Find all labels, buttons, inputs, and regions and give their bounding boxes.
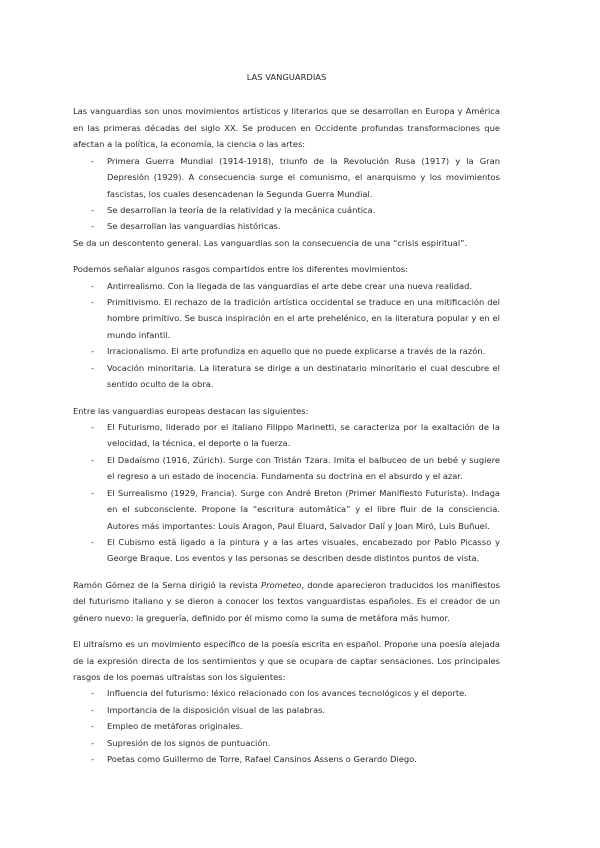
list-item: - Supresión de los signos de puntuación. [73,735,500,751]
list-item: - El Dadaísmo (1916, Zúrich). Surge con Tristán Tzara. Imita el balbuceo de un bebé y sugiere el regreso a un estado de inocencia. Fundamenta su doctrina en el absurdo y el azar. [73,452,500,485]
gomez-text-after: , donde aparecieron traducidos los manifiestos del futurismo italiano y se dieron a conocer los textos vanguardistas españoles. Es el creador de un género nuevo: la greguería, definido por él mismo como la suma de metáfora más humor. [73,579,500,623]
gomez-text-before: Ramón Gómez de la Serna dirigió la revista [73,579,262,590]
list-item: - Empleo de metáforas originales. [73,718,500,734]
list-item: - Primera Guerra Mundial (1914-1918), triunfo de la Revolución Rusa (1917) y la Gran Depresión (1929). A consecuencia surge el comunismo, el anarquismo y los movimientos fascistas, los cuales desencadenan la Segunda Guerra Mundial. [73,153,500,202]
intro-paragraph: Las vanguardias son unos movimientos artísticos y literarios que se desarrollan en Europa y América en las primeras décadas del siglo XX. Se producen en Occidente profundas transformaciones que afectan a la política, la economía, la ciencia o las artes: [73,106,500,150]
intro-closing: Se da un descontento general. Las vanguardias son la consecuencia de una “crisis espiritual”. [73,237,468,248]
list-item: - Se desarrollan las vanguardias históricas. [73,218,500,234]
list-item: - Influencia del futurismo: léxico relacionado con los avances tecnológicos y el deporte. [73,685,500,701]
movements-lead: Entre las vanguardias europeas destacan las siguientes: [73,405,309,416]
intro-list [73,153,500,235]
list-item: - Poetas como Guillermo de Torre, Rafael Cansinos Assens o Gerardo Diego. [73,751,500,767]
traits-list [73,278,500,393]
ultraismo-lead: El ultraísmo es un movimiento específico de la poesía escrita en español. Propone una poesía alejada de la expresión directa de los sentimientos y que se ocupara de captar sensaciones. Los principales rasgos de los poemas ultraístas son los siguientes: [73,639,500,682]
list-item: - El Futurismo, liderado por el italiano Filippo Marinetti, se caracteriza por la exaltación de la velocidad, la técnica, el deporte o la fuerza. [73,419,500,452]
list-item: - Vocación minoritaria. La literatura se dirige a un destinatario minoritario el cual descubre el sentido oculto de la obra. [73,360,500,393]
list-item: - Antirrealismo. Con la llegada de las vanguardias el arte debe crear una nueva realidad. [73,278,500,294]
gomez-paragraph [73,577,500,626]
ultraismo-list [73,685,500,767]
list-item: - Irracionalismo. El arte profundiza en aquello que no puede explicarse a través de la razón. [73,343,500,359]
list-item: - Primitivismo. El rechazo de la tradición artística occidental se traduce en una mitificación del hombre primitivo. Se busca inspiración en el arte prehelénico, en la literatura popular y en el mundo infantil. [73,294,500,343]
list-item: - Importancia de la disposición visual de las palabras. [73,702,500,718]
list-item: - Se desarrollan la teoría de la relatividad y la mecánica cuántica. [73,202,500,218]
magazine-title: Prometeo [261,579,302,590]
list-item: - El Cubismo está ligado a la pintura y a las artes visuales, encabezado por Pablo Picasso y George Braque. Los eventos y las personas se describen desde distintos puntos de vista. [73,534,500,567]
list-item: - El Surrealismo (1929, Francia). Surge con André Breton (Primer Manifiesto Futurista). Indaga en el subconsciente. Propone la “escritura automática” y el libre fluir de la consciencia. Autores más importantes: Louis Aragon, Paul Éluard, Salvador Dalí y Joan Miró, Luis Buñuel. [73,485,500,534]
traits-lead: Podemos señalar algunos rasgos compartidos entre los diferentes movimientos: [73,264,409,275]
document-body [73,69,500,767]
movements-list [73,419,500,567]
document-title: LAS VANGUARDIAS [246,72,327,82]
